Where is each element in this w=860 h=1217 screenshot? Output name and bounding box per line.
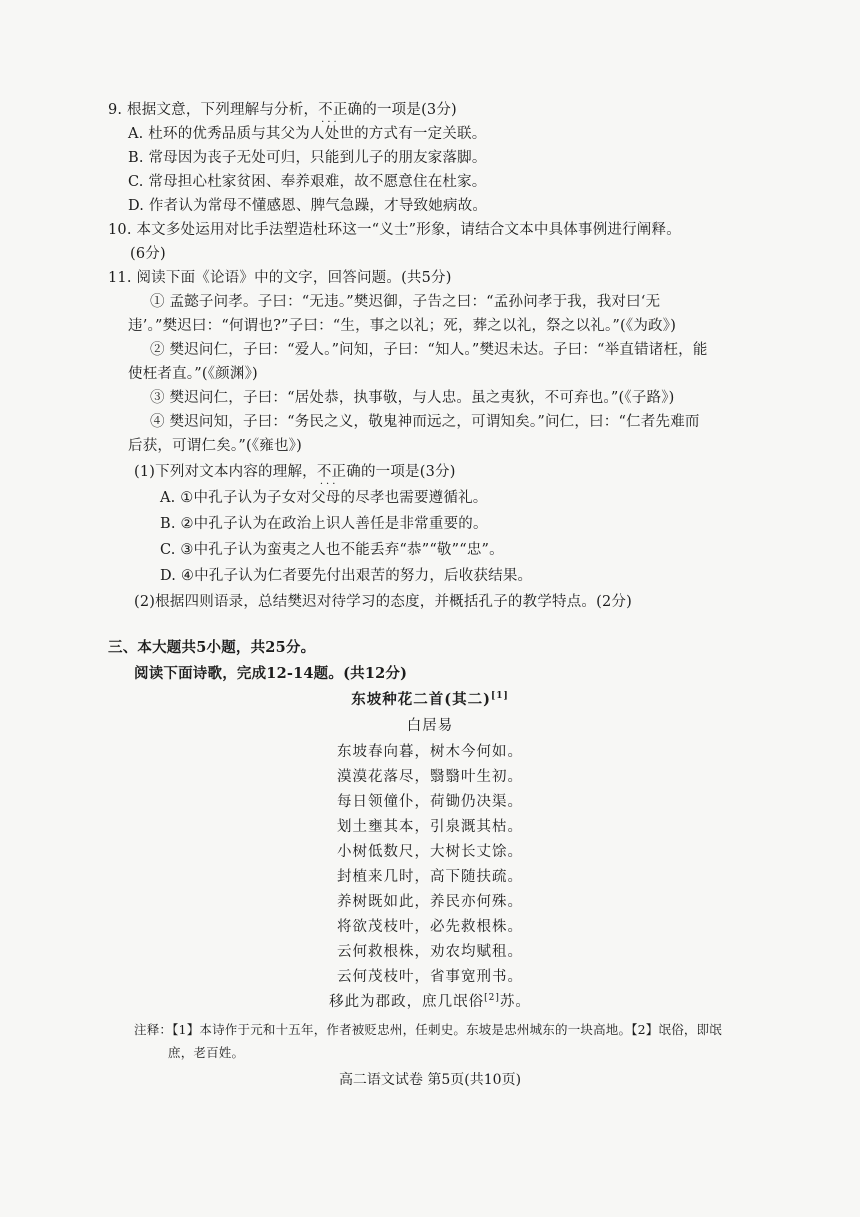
q11-passage-line: ③ 樊迟问仁，子曰：“居处恭，执事敬，与人忠。虽之夷狄，不可弃也。”(《子路》) [150,390,675,406]
poem-line: 划土壅其本，引泉溉其枯。 [337,819,523,835]
poem-title-text: 东坡种花二首(其二) [351,691,491,708]
poem-line: 封植来几时，高下随扶疏。 [337,869,523,885]
poem-line: 将欲茂枝叶，必先救根株。 [337,919,523,935]
q11-sub1-option-b: B. ②中孔子认为在政治上识人善任是非常重要的。 [160,516,488,532]
poem-line: 小树低数尺，大树长丈馀。 [337,844,523,860]
poem-last-line [0,992,860,1012]
notes-line2: 庶，老百姓。 [168,1045,245,1060]
q10-line1: 10. 本文多处运用对比手法塑造杜环这一“义士”形象，请结合文本中具体事例进行阐释。 [108,222,681,238]
q9-stem-emphasis: 不正确 ··· [318,102,362,118]
q9-option-d: D. 作者认为常母不懂感恩、脾气急躁，才导致她病故。 [128,198,488,214]
poem-last-line-note: [2] [484,993,500,1004]
poem-line: 东坡春向暮，树木今何如。 [337,744,523,760]
q11-sub1-stem [134,462,456,482]
q11-passage-line: ④ 樊迟问知，子曰：“务民之义，敬鬼神而远之，可谓知矣。”问仁，曰：“仁者先难而 [150,414,700,430]
q11-header: 11. 阅读下面《论语》中的文字，回答问题。(共5分) [108,270,452,286]
q11-sub1-emphasis: 不正确 ··· [317,464,361,480]
poem-author: 白居易 [406,718,454,734]
q10-line2: (6分) [130,246,166,262]
poem-title [0,690,860,710]
q11-passage-line: 后获，可谓仁矣。”(《雍也》) [128,438,302,454]
poem-line: 云何救根株，劝农均赋租。 [337,944,523,960]
q9-option-b: B. 常母因为丧子无处可归，只能到儿子的朋友家落脚。 [128,150,487,166]
poem-last-line-b: 苏。 [499,994,531,1010]
q11-passage-line: 违’。”樊迟曰：“何谓也?”子曰：“生，事之以礼；死，葬之以礼，祭之以礼。”(《为政》) [128,318,677,334]
page-footer: 高二语文试卷 第5页(共10页) [338,1072,522,1088]
q11-passage-line: 使枉者直。”(《颜渊》) [128,366,258,382]
section3-intro: 阅读下面诗歌，完成12-14题。(共12分) [134,665,408,682]
poem-last-line-a: 移此为郡政，庶几氓俗 [329,994,485,1010]
q11-sub1-stem-b: 的一项是(3分) [360,464,456,480]
q11-sub1-option-c: C. ③中孔子认为蛮夷之人也不能丢弃“恭”“敬”“忠”。 [160,542,504,558]
q9-stem [108,100,457,120]
notes-line1: 注释：【1】本诗作于元和十五年，作者被贬忠州，任刺史。东坡是忠州城东的一块高地。【2】氓俗，即氓 [134,1022,723,1037]
q11-sub2: (2)根据四则语录，总结樊迟对待学习的态度，并概括孔子的教学特点。(2分) [134,594,632,610]
q9-stem-b: 的一项是(3分) [362,102,457,118]
poem-line: 漠漠花落尽，翳翳叶生初。 [337,769,523,785]
q9-option-a: A. 杜环的优秀品质与其父为人处世的方式有一定关联。 [128,126,487,142]
q11-sub1-option-d: D. ④中孔子认为仁者要先付出艰苦的努力，后收获结果。 [160,568,533,584]
poem-line: 养树既如此，养民亦何殊。 [337,894,523,910]
q9-option-c: C. 常母担心杜家贫困、奉养艰难，故不愿意住在杜家。 [128,174,487,190]
poem-line: 云何茂枝叶，省事宽刑书。 [337,969,523,985]
q11-passage-line: ② 樊迟问仁，子曰：“爱人。”问知，子曰：“知人。”樊迟未达。子曰：“举直错诸枉，能 [150,342,708,358]
poem-title-note: [1] [490,691,509,702]
q11-sub1-option-a: A. ①中孔子认为子女对父母的尽孝也需要遵循礼。 [160,490,488,506]
poem-line: 每日领僮仆，荷锄仍决渠。 [337,794,523,810]
section3-header: 三、本大题共5小题，共25分。 [108,639,316,656]
q11-sub1-stem-a: (1)下列对文本内容的理解， [134,464,317,480]
q11-passage-line: ① 孟懿子问孝。子曰：“无违。”樊迟御，子告之曰：“孟孙问孝于我，我对曰‘无 [150,294,661,310]
q9-stem-a: 9. 根据文意，下列理解与分析， [108,102,319,118]
